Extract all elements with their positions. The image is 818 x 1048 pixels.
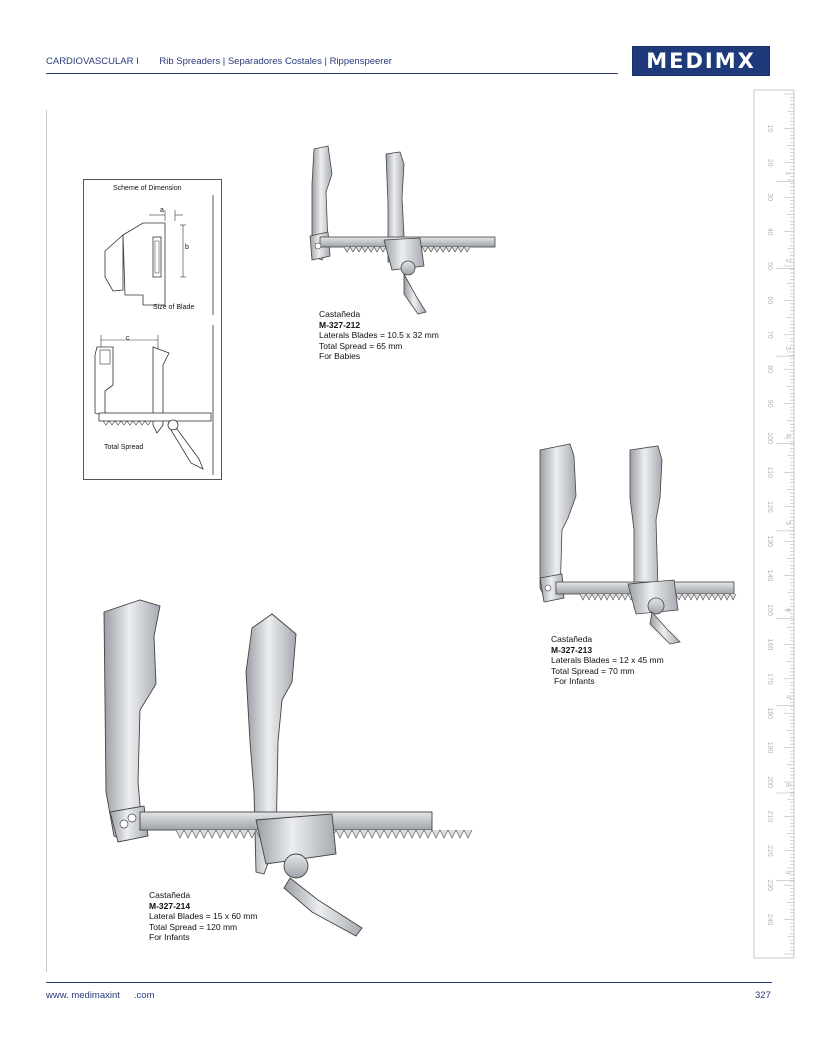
ruler-mm-label: 150	[766, 604, 773, 616]
product-spread: Total Spread = 120 mm	[149, 921, 238, 932]
ruler-inch-label: 8	[784, 783, 791, 787]
dimension-b-label: b	[185, 244, 189, 251]
product-code: M-327-214	[149, 900, 191, 911]
ruler-mm-label: 40	[766, 227, 773, 236]
dimension-c-label: c	[126, 335, 130, 342]
rib-spreader-213-illustration	[530, 438, 745, 638]
product-name: Castañeda	[149, 890, 191, 900]
size-of-blade-label: Size of Blade	[153, 304, 195, 311]
ruler-mm-label: 60	[766, 296, 773, 305]
ruler-inch-label: 5	[784, 520, 791, 525]
product-usage: For Babies	[319, 351, 361, 361]
rib-spreader-212-illustration	[300, 144, 510, 334]
ruler-inch-label: 4	[784, 433, 791, 438]
section-subtitle: Rib Spreaders | Separadores Costales | Rippenspeerer	[159, 56, 392, 67]
section-title: CARDIOVASCULAR I	[46, 56, 139, 67]
ruler-inch-label: 6	[784, 608, 791, 613]
blade-dimension-drawing	[83, 195, 220, 315]
ruler-mm-label: 140	[766, 569, 773, 582]
ruler-mm-label: 30	[766, 193, 773, 202]
ruler-mm-label: 80	[766, 365, 773, 374]
ruler-mm-label: 130	[766, 535, 773, 548]
ruler-mm-label: 160	[766, 638, 773, 651]
ruler-inch-label: 2	[784, 258, 791, 263]
dimension-a-label: a	[160, 207, 164, 214]
header-divider	[46, 73, 618, 74]
page-header	[46, 56, 392, 67]
product-usage: For Infants	[554, 676, 595, 686]
product-name: Castañeda	[551, 634, 593, 644]
ruler-mm-label: 110	[766, 466, 773, 478]
ruler-inch-label: 7	[784, 695, 791, 700]
ruler-mm-label: 120	[766, 500, 773, 513]
total-spread-label: Total Spread	[104, 444, 144, 451]
ruler-mm-label: 10	[766, 124, 773, 133]
product-code: M-327-212	[319, 319, 361, 330]
product-214-caption	[149, 890, 257, 943]
product-code: M-327-213	[551, 644, 593, 655]
product-blades: Lateral Blades = 15 x 60 mm	[149, 911, 258, 921]
left-margin-line	[46, 110, 47, 972]
page-number: 327	[755, 990, 771, 1001]
ruler-mm-label: 200	[766, 776, 773, 788]
product-spread: Total Spread = 70 mm	[551, 665, 635, 676]
product-212-caption	[319, 309, 439, 362]
product-name: Castañeda	[319, 309, 361, 319]
product-spread: Total Spread = 65 mm	[319, 340, 403, 351]
ruler-mm-label: 90	[766, 399, 773, 408]
ruler-mm-label: 240	[766, 913, 773, 926]
ruler-inch-label: 3	[784, 346, 791, 351]
rib-spreader-214-illustration	[96, 592, 442, 952]
product-usage: For Infants	[149, 932, 190, 942]
product-blades: Laterals Blades = 10.5 x 32 mm	[319, 330, 439, 340]
spread-dimension-drawing	[83, 325, 220, 475]
ruler-mm-label: 220	[766, 844, 773, 857]
product-blades: Laterals Blades = 12 x 45 mm	[551, 655, 664, 665]
ruler-mm-label: 70	[766, 330, 773, 339]
footer-website: www. medimaxint .com	[46, 990, 155, 1001]
measurement-ruler	[754, 90, 794, 958]
scheme-title: Scheme of Dimension	[113, 185, 182, 192]
product-213-caption	[551, 634, 664, 687]
footer-divider	[46, 982, 772, 983]
ruler-mm-label: 190	[766, 741, 773, 754]
ruler-mm-label: 210	[766, 810, 773, 823]
ruler-inch-label: 1	[784, 171, 791, 176]
ruler-inch-label: 9	[784, 870, 791, 875]
medimax-logo: MEDIMX	[632, 46, 770, 76]
ruler-mm-label: 230	[766, 879, 773, 892]
ruler-mm-label: 170	[766, 672, 773, 685]
ruler-mm-label: 50	[766, 262, 773, 270]
ruler-mm-label: 20	[766, 158, 773, 167]
ruler-mm-label: 180	[766, 707, 773, 720]
ruler-mm-label: 100	[766, 432, 773, 444]
